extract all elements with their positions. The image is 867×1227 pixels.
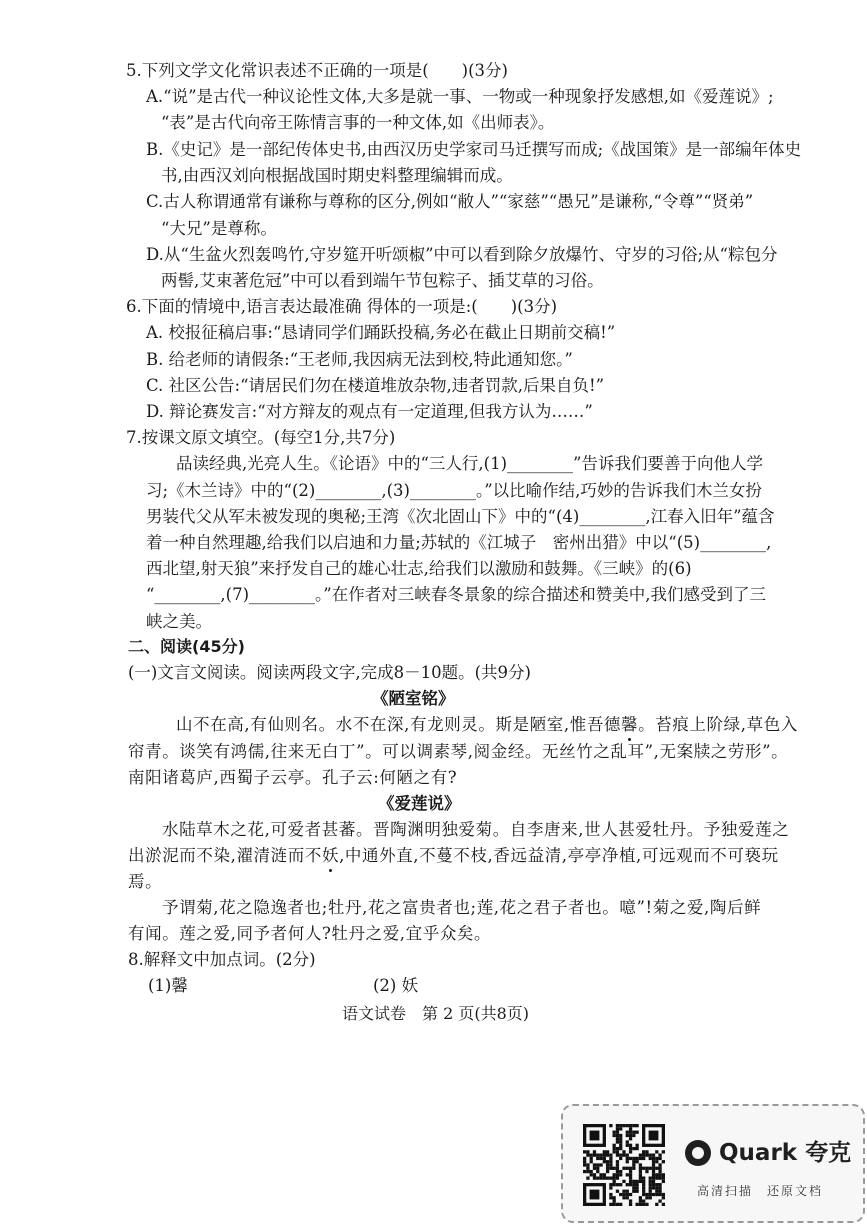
dotted-word-yao: 妖 bbox=[321, 846, 340, 865]
passage-title-als: 《爱莲说》 bbox=[378, 794, 461, 813]
quark-logo-icon bbox=[685, 1140, 711, 1166]
als-line2 bbox=[128, 845, 779, 867]
q6-option-b: B. 给老师的请假条:“王老师,我因病无法到校,特此通知您。” bbox=[146, 350, 573, 369]
q7-passage-line2: 习;《木兰诗》中的“(2)________,(3)________。”以比喻作结,巧妙的告诉我们木兰女扮 bbox=[146, 481, 762, 500]
lsm-line3: 南阳诸葛庐,西蜀子云亭。孔子云:何陋之有? bbox=[128, 768, 458, 787]
passage-title-lsm: 《陋室铭》 bbox=[372, 689, 455, 708]
q8-item1: (1)馨 bbox=[148, 976, 188, 995]
q7-stem: 7.按课文原文填空。(每空1分,共7分) bbox=[126, 428, 396, 447]
q8-item2: (2) 妖 bbox=[373, 976, 419, 995]
q7-passage-line6: “________,(7)________。”在作者对三峡春冬景象的综合描述和赞美中,我们感受到了三 bbox=[146, 585, 766, 604]
q5-option-c-line1: C.古人称谓通常有谦称与尊称的区分,例如“敝人”“家慈”“愚兄”是谦称,“令尊”“贤弟” bbox=[146, 192, 754, 211]
section-sub-classical: (一)文言文阅读。阅读两段文字,完成8－10题。(共9分) bbox=[128, 663, 531, 682]
q7-passage-line7: 峡之美。 bbox=[146, 612, 212, 631]
q7-passage-line4: 着一种自然理趣,给我们以启迪和力量;苏轼的《江城子 密州出猎》中以“(5)________, bbox=[146, 533, 772, 552]
q6-option-c: C. 社区公告:“请居民们勿在楼道堆放杂物,违者罚款,后果自负!” bbox=[146, 376, 605, 395]
q5-option-c-line2: “大兄”是尊称。 bbox=[161, 219, 277, 238]
q5-option-b-line1: B.《史记》是一部纪传体史书,由西汉历史学家司马迁撰写而成;《战国策》是一部编年体史 bbox=[146, 140, 802, 159]
als-line2-a: 出淤泥而不染,濯清涟而不 bbox=[128, 846, 322, 865]
q7-passage-line3: 男装代父从军未被发现的奥秘;王湾《次北固山下》中的“(4)________,江春入旧年”蕴含 bbox=[146, 507, 775, 526]
lsm-line1-b: 。苔痕上阶绿,草色入 bbox=[638, 715, 798, 734]
section-heading-reading: 二、阅读(45分) bbox=[128, 637, 245, 656]
als-line1: 水陆草木之花,可爱者甚蕃。晋陶渊明独爱菊。自李唐来,世人甚爱牡丹。予独爱莲之 bbox=[162, 820, 790, 839]
quark-logo bbox=[685, 1138, 852, 1172]
als-line5: 有闻。莲之爱,同予者何人?牡丹之爱,宜乎众矣。 bbox=[128, 924, 492, 943]
page-footer: 语文试卷 第 2 页(共8页) bbox=[342, 1004, 530, 1023]
q6-stem: 6.下面的情境中,语言表达最准确 得体的一项是:( )(3分) bbox=[126, 297, 558, 316]
als-line3: 焉。 bbox=[128, 872, 163, 891]
lsm-line2: 帘青。谈笑有鸿儒,往来无白丁”。可以调素琴,阅金经。无丝竹之乱耳”,无案牍之劳形”。 bbox=[128, 742, 789, 761]
q7-passage-line1: 品读经典,光亮人生。《论语》中的“三人行,(1)________”告诉我们要善于向他人学 bbox=[176, 454, 763, 473]
q6-option-a: A. 校报征稿启事:“恳请同学们踊跃投稿,务必在截止日期前交稿!” bbox=[146, 323, 616, 342]
q5-option-d-line2: 两髻,艾束著危冠”中可以看到端午节包粽子、插艾草的习俗。 bbox=[161, 271, 604, 290]
q5-stem: 5.下列文学文化常识表述不正确的一项是( )(3分) bbox=[126, 61, 508, 80]
dotted-word-xin: 馨 bbox=[621, 715, 639, 734]
q8-stem: 8.解释文中加点词。(2分) bbox=[128, 950, 316, 969]
quark-brand-name: Quark 夸克 bbox=[719, 1140, 852, 1166]
q5-option-b-line2: 书,由西汉刘向根据战国时期史料整理编辑而成。 bbox=[161, 166, 513, 185]
q6-option-d: D. 辩论赛发言:“对方辩友的观点有一定道理,但我方认为……” bbox=[146, 402, 593, 421]
als-line2-b: ,中通外直,不蔓不枝,香远益清,亭亭净植,可远观而不可亵玩 bbox=[339, 846, 779, 865]
lsm-line1-a: 山不在高,有仙则名。水不在深,有龙则灵。斯是陋室,惟吾德 bbox=[176, 715, 622, 734]
quark-watermark bbox=[561, 1104, 865, 1223]
q5-option-d-line1: D.从“生盆火烈轰鸣竹,守岁筵开听颂椒”中可以看到除夕放爆竹、守岁的习俗;从“粽包分 bbox=[146, 245, 778, 264]
q5-option-a-line2: “表”是古代向帝王陈情言事的一种文体,如《出师表》。 bbox=[161, 113, 555, 132]
qr-code-icon bbox=[583, 1124, 665, 1206]
q5-option-a-line1: A.“说”是古代一种议论性文体,大多是就一事、一物或一种现象抒发感想,如《爱莲说》; bbox=[146, 87, 774, 106]
lsm-line1 bbox=[176, 714, 798, 736]
als-line4: 予谓菊,花之隐逸者也;牡丹,花之富贵者也;莲,花之君子者也。噫”!菊之爱,陶后鲜 bbox=[162, 898, 762, 917]
q7-passage-line5: 西北望,射天狼”来抒发自己的雄心壮志,给我们以激励和鼓舞。《三峡》的(6) bbox=[146, 559, 692, 578]
quark-slogan: 高清扫描 还原文档 bbox=[697, 1184, 824, 1198]
